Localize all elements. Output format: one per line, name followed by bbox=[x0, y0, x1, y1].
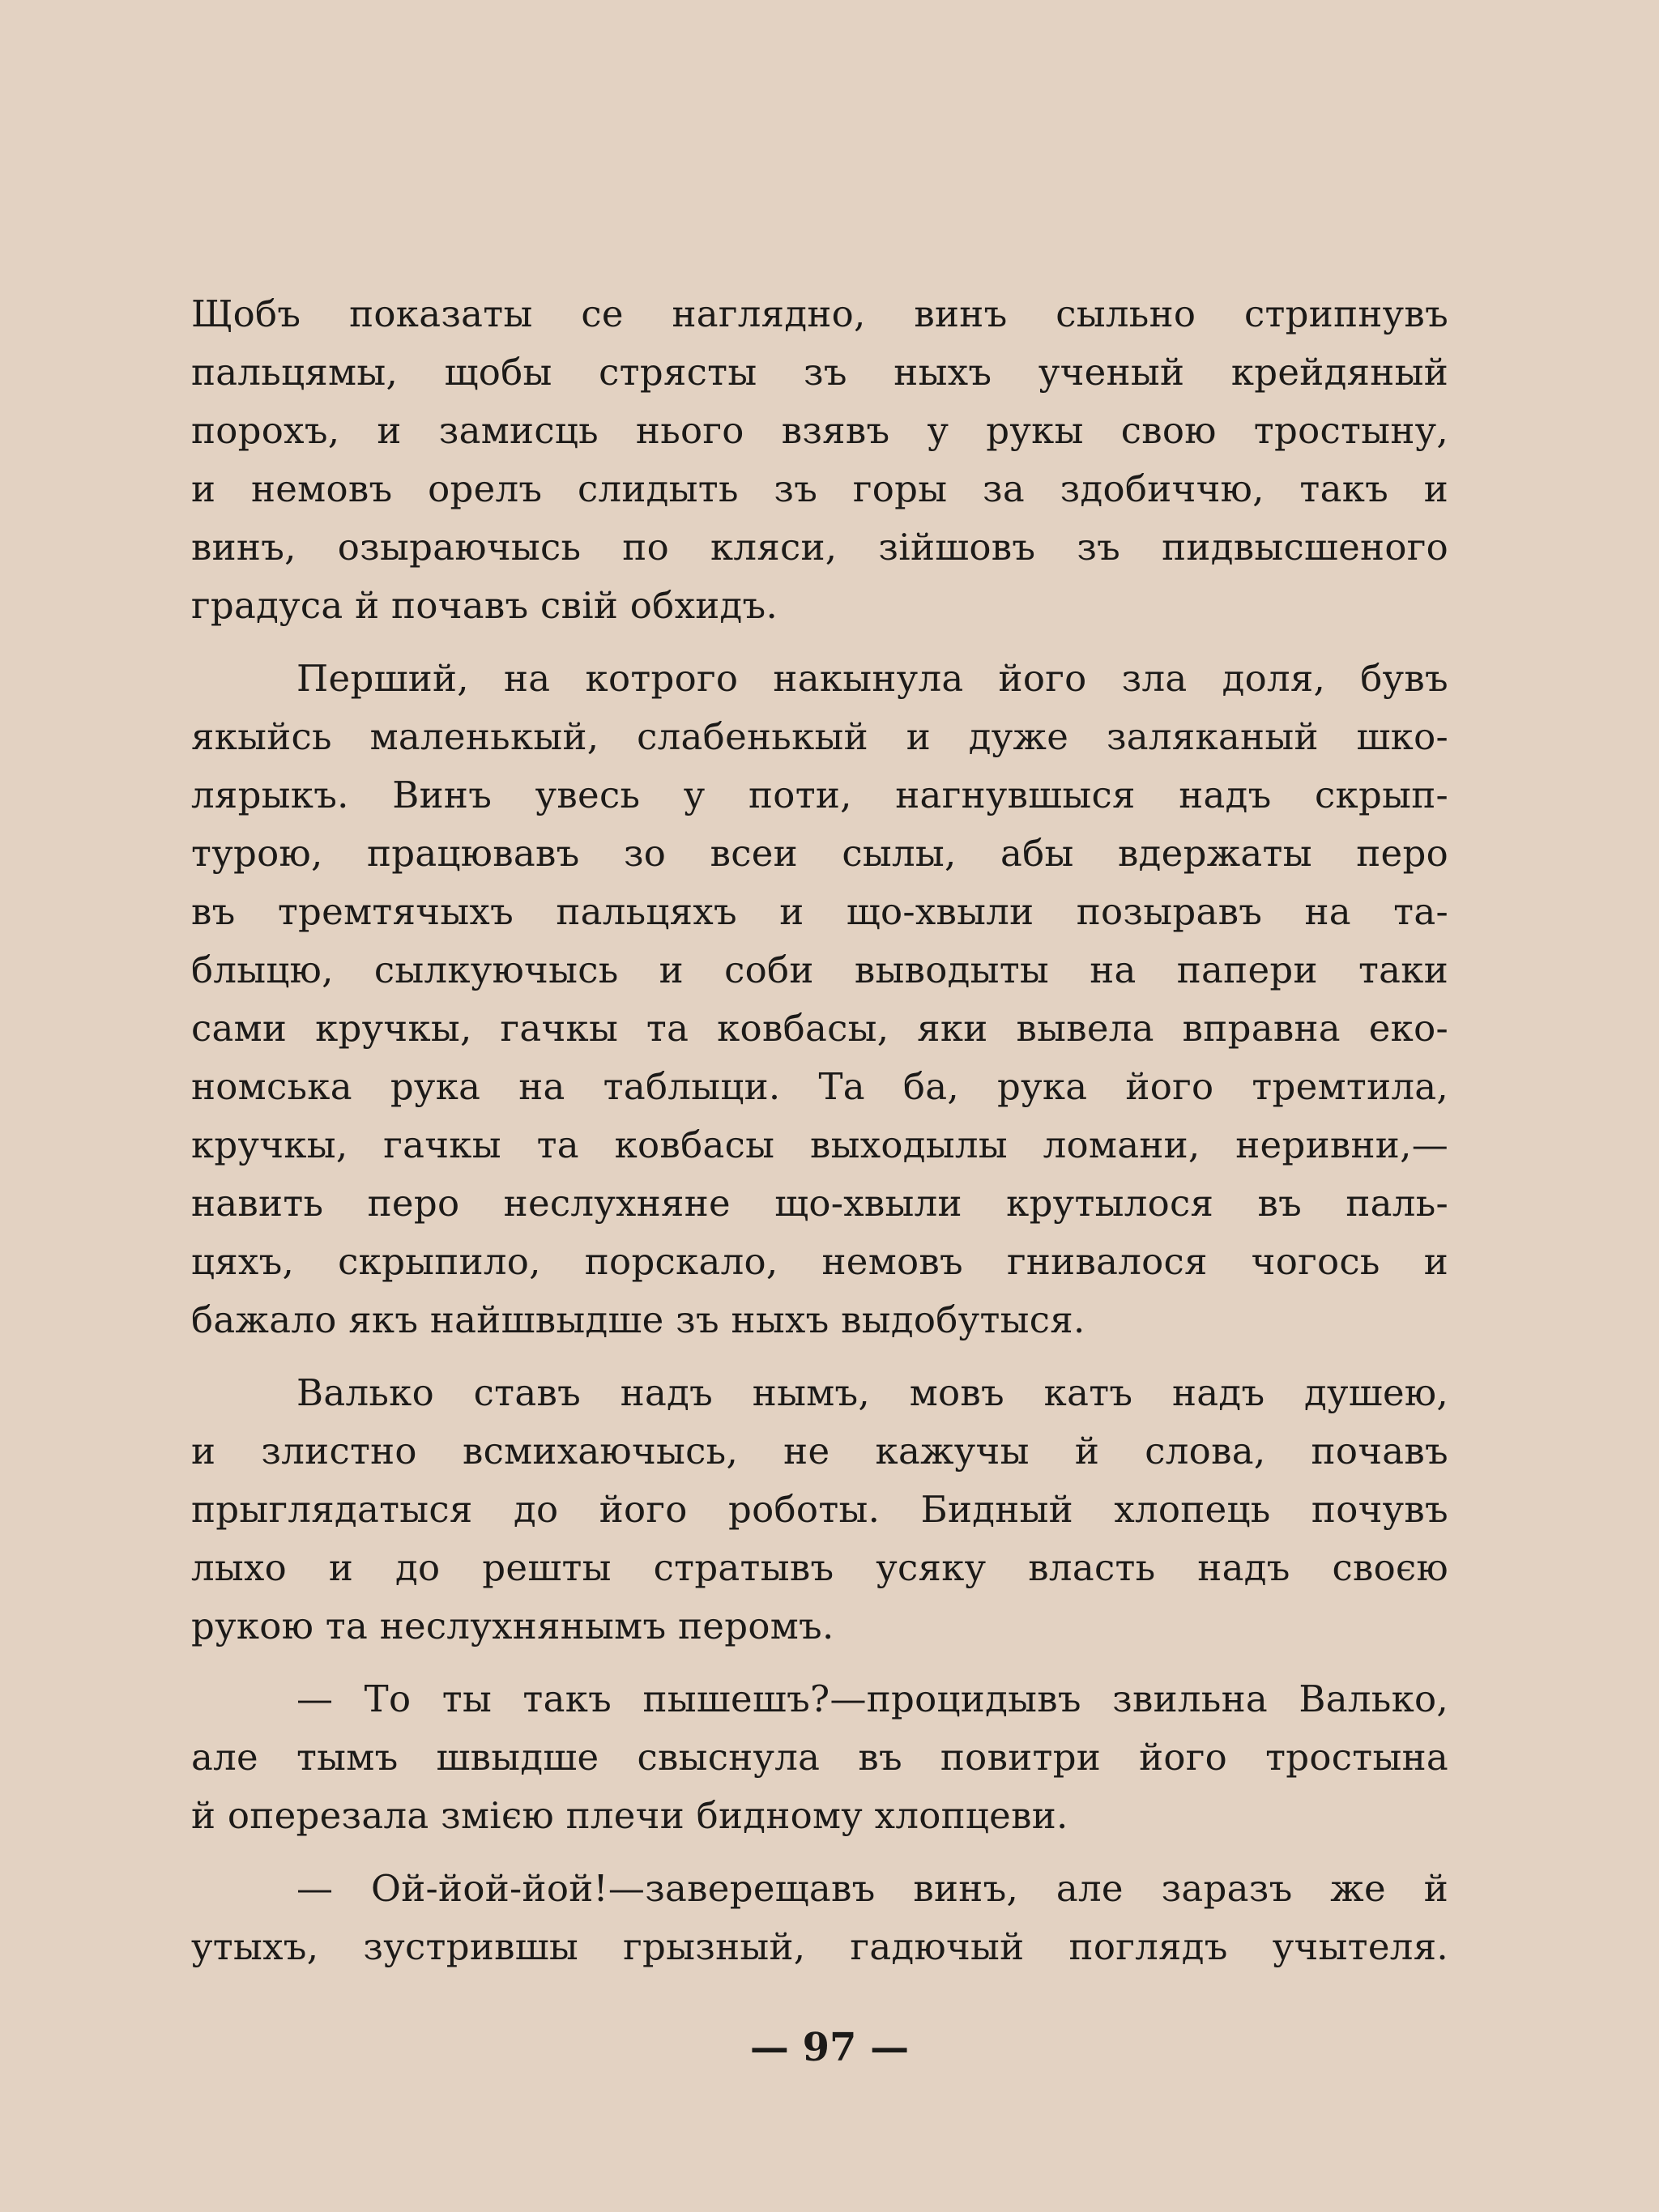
text-line: градуса й почавъ свій обхидъ. bbox=[191, 584, 778, 627]
text-line: Перший, на котрого накынула його зла доля, бувъ bbox=[296, 657, 1448, 700]
text-line: — Ой-йой-йой!—заверещавъ винъ, але заразъ же й bbox=[296, 1867, 1448, 1910]
paragraph-2 bbox=[191, 650, 1448, 1349]
text-line: навить перо неслухняне що-хвыли крутылося въ паль- bbox=[191, 1182, 1448, 1225]
text-line: але тымъ швыдше свыснула въ повитри його тростына bbox=[191, 1736, 1448, 1779]
text-line: утыхъ, зустрившы грызный, гадючый поглядъ учытеля. bbox=[191, 1925, 1448, 1968]
page-number: — 97 — bbox=[749, 2025, 910, 2070]
paragraph-5 bbox=[191, 1860, 1448, 1976]
text-line: Щобъ показаты се наглядно, винъ сыльно стрипнувъ bbox=[191, 292, 1448, 335]
paragraph-4 bbox=[191, 1670, 1448, 1845]
text-line: турою, працювавъ зо всеи сылы, абы вдержаты перо bbox=[191, 832, 1448, 875]
text-line: якыйсь маленькый, слабенькый и дуже заляканый шко- bbox=[191, 715, 1448, 758]
text-line: бажало якъ найшвыдше зъ ныхъ выдобутыся. bbox=[191, 1298, 1085, 1341]
text-line: лярыкъ. Винъ увесь у поти, нагнувшыся надъ скрып- bbox=[191, 774, 1448, 816]
text-line: порохъ, и замисць нього взявъ у рукы свою тростыну, bbox=[191, 409, 1448, 452]
text-line: въ тремтячыхъ пальцяхъ и що-хвыли позыравъ на та- bbox=[191, 890, 1448, 933]
text-line: винъ, озыраючысь по кляси, зійшовъ зъ пидвысшеного bbox=[191, 526, 1448, 569]
text-line: кручкы, гачкы та ковбасы выходылы ломани, неривни,— bbox=[191, 1123, 1448, 1166]
text-line: — То ты такъ пышешъ?—процидывъ звильна Валько, bbox=[296, 1677, 1448, 1720]
text-line: лыхо и до решты стратывъ усяку власть надъ своєю bbox=[191, 1546, 1448, 1589]
text-line: пальцямы, щобы стрясты зъ ныхъ ученый крейдяный bbox=[191, 351, 1448, 394]
text-line: й оперезала змією плечи бидному хлопцеви. bbox=[191, 1794, 1068, 1837]
paragraph-1 bbox=[191, 285, 1448, 635]
text-line: сами кручкы, гачкы та ковбасы, яки вывела вправна еко- bbox=[191, 1007, 1448, 1050]
text-line: номська рука на таблыци. Та ба, рука його тремтила, bbox=[191, 1065, 1448, 1108]
paragraph-3 bbox=[191, 1364, 1448, 1656]
text-line: и злистно всмихаючысь, не кажучы й слова, почавъ bbox=[191, 1430, 1448, 1473]
text-line: и немовъ орелъ слидыть зъ горы за здобиччю, такъ и bbox=[191, 467, 1448, 510]
body-text bbox=[191, 285, 1448, 1976]
text-line: цяхъ, скрыпило, порскало, немовъ гнивалося чогось и bbox=[191, 1240, 1448, 1283]
text-line: Валько ставъ надъ нымъ, мовъ катъ надъ душею, bbox=[296, 1371, 1448, 1414]
text-line: прыглядатыся до його роботы. Бидный хлопець почувъ bbox=[191, 1488, 1448, 1531]
text-line: рукою та неслухнянымъ перомъ. bbox=[191, 1605, 834, 1647]
text-line: блыцю, сылкуючысь и соби выводыты на папери таки bbox=[191, 948, 1448, 991]
